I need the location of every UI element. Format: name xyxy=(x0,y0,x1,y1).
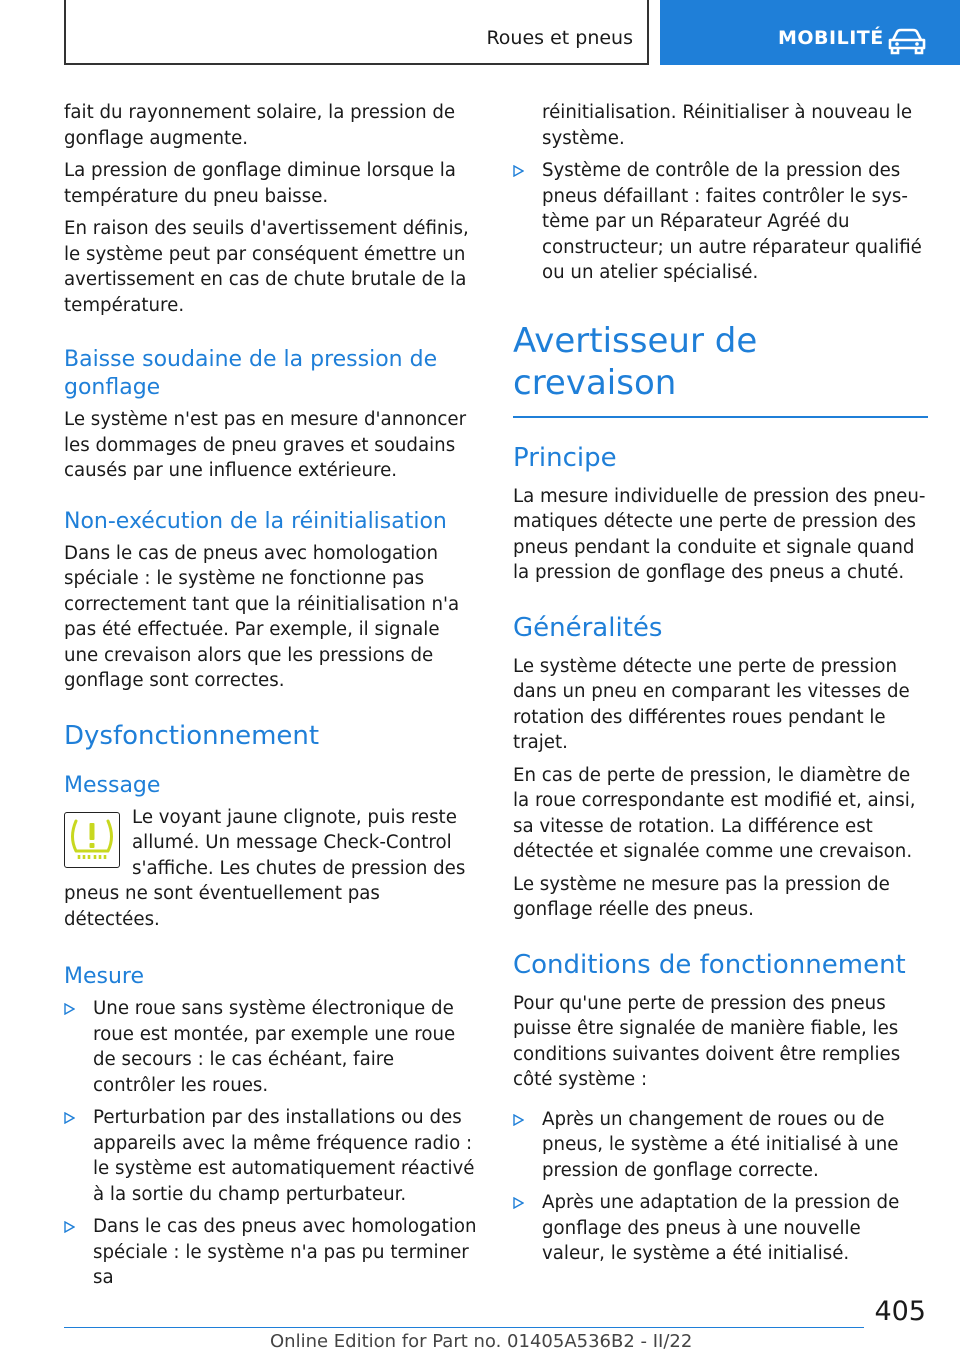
measure-list xyxy=(64,996,479,1291)
tire-pressure-warning-icon xyxy=(64,812,120,868)
triangle-bullet-icon xyxy=(64,1221,75,1233)
header-section-box xyxy=(64,0,649,65)
triangle-bullet-icon xyxy=(513,1197,524,1209)
list-item xyxy=(64,1214,479,1291)
car-icon xyxy=(888,27,926,55)
header-section-title: Roues et pneus xyxy=(486,27,633,49)
list-item xyxy=(64,1105,479,1207)
list-item xyxy=(513,100,928,151)
list-item-text: Une roue sans système électronique de roue est montée, par exemple une roue de secours : le cas échéant, faire contrôler les roues. xyxy=(93,998,456,1096)
list-item-text: réinitialisation. Réinitialiser à nouveau le système. xyxy=(542,102,913,149)
heading-no-reset: Non-exécution de la réinitialisation xyxy=(64,508,447,534)
triangle-bullet-icon xyxy=(64,1003,75,1015)
paragraph: La pression de gonflage diminue lorsque la température du pneu baisse. xyxy=(64,160,456,207)
paragraph: Le système détecte une perte de pression dans un pneu en comparant les vitesses de rotation des différentes roues pendant le trajet. xyxy=(513,655,910,753)
header-chapter-title: MOBILITÉ xyxy=(778,27,884,49)
paragraph: Le voyant jaune clignote, puis reste allumé. Un message Check-Control s'affiche. Les chutes de pression des pneus ne sont éventuellement pas détectées. xyxy=(64,806,466,930)
chapter-title: Avertisseur de crevaison xyxy=(513,320,928,418)
triangle-bullet-icon xyxy=(513,165,524,177)
list-item-text: Perturbation par des installations ou des appareils avec la même fréquence radio : le système est automatiquement réactivé à la sortie du champ perturbateur. xyxy=(93,1107,475,1205)
right-column xyxy=(513,100,928,1274)
paragraph: En raison des seuils d'avertissement définis, le système peut par conséquent émettre un avertissement en cas de chute brutale de la température. xyxy=(64,218,469,316)
heading-conditions: Conditions de fonctionnement xyxy=(513,949,906,980)
list-item xyxy=(513,1190,928,1267)
left-column xyxy=(64,100,479,1298)
paragraph: Pour qu'une perte de pression des pneus puisse être signalée de manière fiable, les conditions suivantes doivent être remplies côté système : xyxy=(513,992,901,1090)
list-item xyxy=(513,158,928,286)
heading-principle: Principe xyxy=(513,442,617,473)
list-item-text: Système de contrôle de la pression des pneus défaillant : faites contrôler le système par un Réparateur Agréé du constructeur; un autre réparateur qualifié ou un atelier spécialisé. xyxy=(542,160,922,283)
paragraph: Le système ne mesure pas la pression de gonflage réelle des pneus. xyxy=(513,873,890,920)
heading-general: Généralités xyxy=(513,612,663,643)
triangle-bullet-icon xyxy=(513,1114,524,1126)
footer-edition: Online Edition for Part no. 01405A536B2 - II/22 xyxy=(270,1331,693,1352)
paragraph: En cas de perte de pression, le diamètre de la roue correspondante est modifié et, ainsi, sa vitesse de rotation. La différence est détectée et signalée comme une crevaison. xyxy=(513,764,916,862)
list-item-text: Après un changement de roues ou de pneus, le système a été initialisé à une pression de gonflage correcte. xyxy=(542,1108,899,1181)
footer-divider xyxy=(64,1327,864,1328)
conditions-list xyxy=(513,1107,928,1267)
triangle-bullet-icon xyxy=(64,1112,75,1124)
list-item-text: Dans le cas des pneus avec homologation spéciale : le système n'a pas pu terminer sa xyxy=(93,1216,477,1288)
heading-message: Message xyxy=(64,772,161,798)
list-item xyxy=(64,996,479,1098)
list-item-text: Après une adaptation de la pression de gonflage des pneus à une nouvelle valeur, le système a été initialisé. xyxy=(542,1192,900,1264)
heading-sudden-drop: Baisse soudaine de la pression de gonflage xyxy=(64,347,438,400)
paragraph: fait du rayonnement solaire, la pression de gonflage augmente. xyxy=(64,102,456,149)
list-item xyxy=(513,1107,928,1184)
header-chapter-tab xyxy=(660,0,960,65)
page-number: 405 xyxy=(874,1296,926,1327)
paragraph: Le système n'est pas en mesure d'annoncer les dommages de pneu graves et soudains causés par une influence extérieure. xyxy=(64,409,467,481)
message-block xyxy=(64,805,479,940)
heading-measure: Mesure xyxy=(64,964,145,989)
continued-list xyxy=(513,100,928,286)
heading-malfunction: Dysfonctionnement xyxy=(64,720,320,751)
paragraph: La mesure individuelle de pression des pneumatiques détecte une perte de pression des pneus pendant la conduite et signale quand la pression de gonflage des pneus a chuté. xyxy=(513,485,926,583)
paragraph: Dans le cas de pneus avec homologation spéciale : le système ne fonctionne pas correctement tant que la réinitialisation n'a pas été effectuée. Par exemple, il signale une crevaison alors que les pressions de gonflage sont correctes. xyxy=(64,542,460,691)
